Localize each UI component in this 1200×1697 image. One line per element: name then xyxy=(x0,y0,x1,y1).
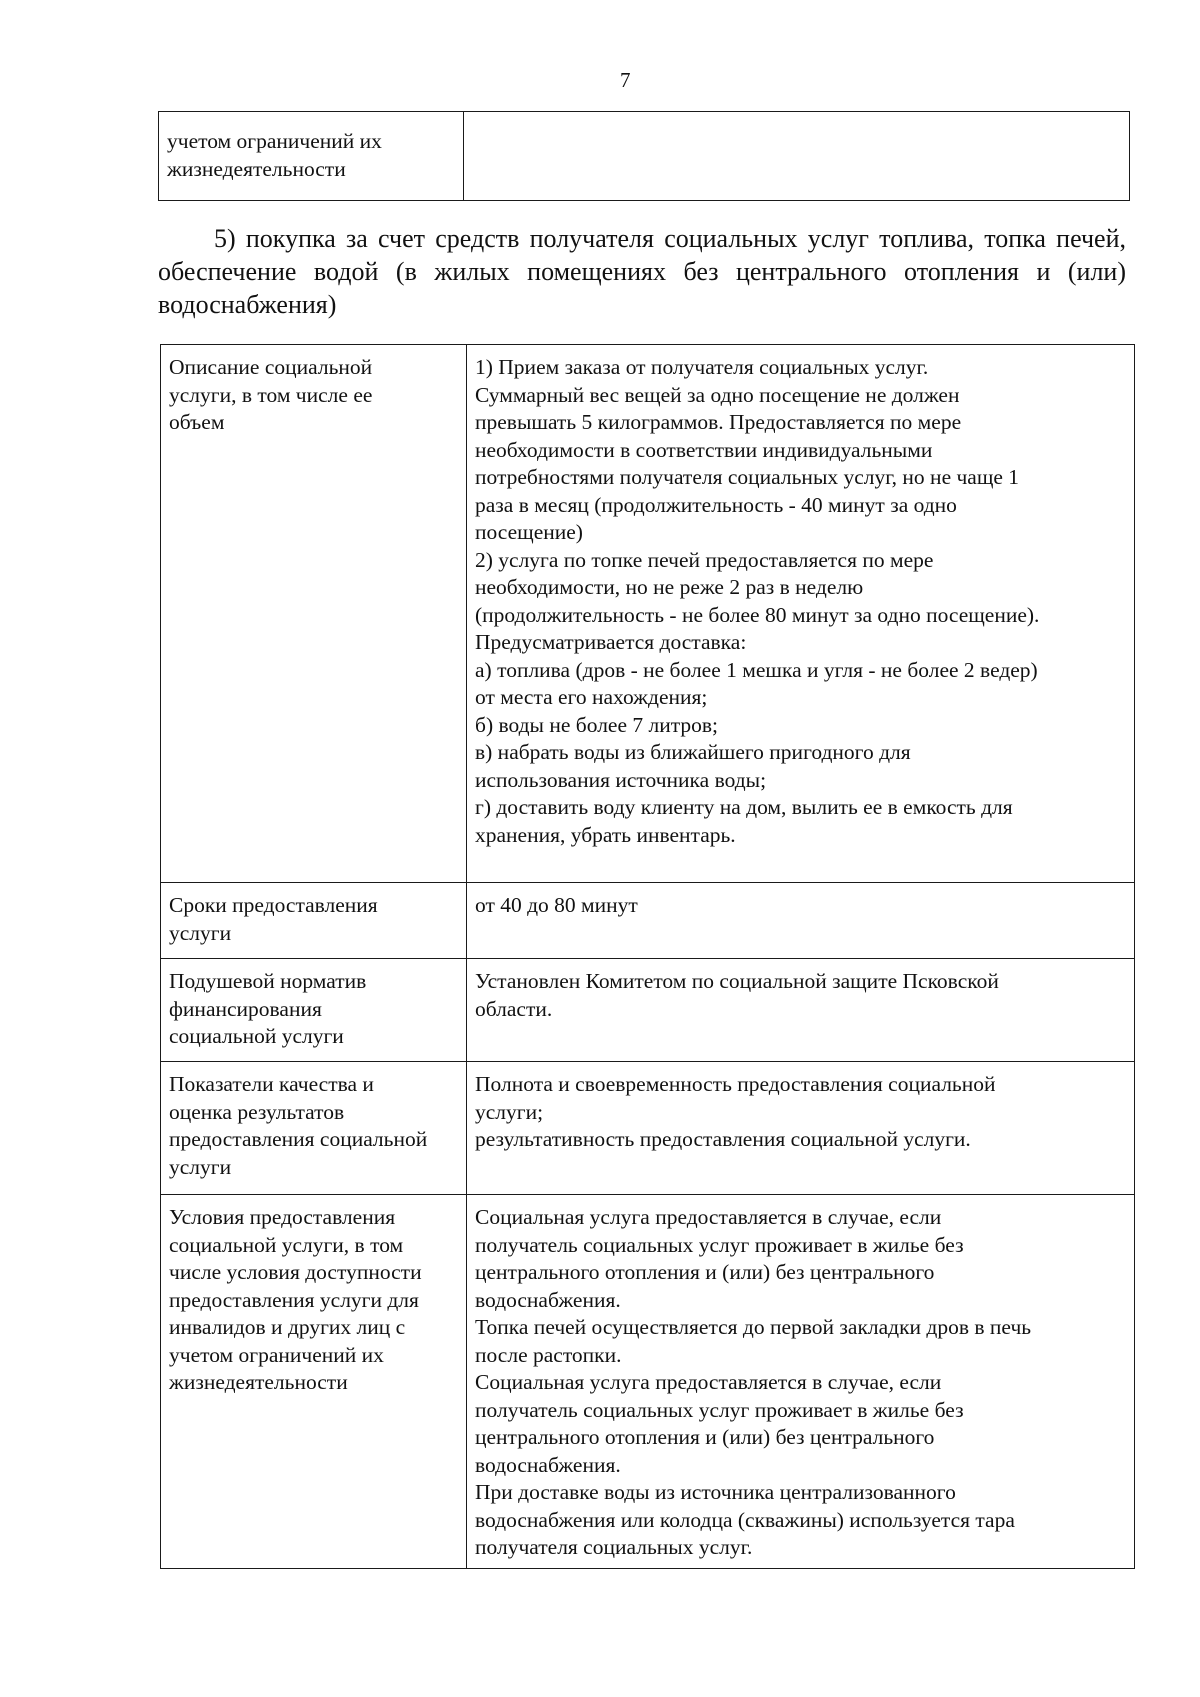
table-row xyxy=(161,883,1135,959)
page-number: 7 xyxy=(620,68,631,92)
continuation-table xyxy=(158,111,1130,201)
row-value-terms: от 40 до 80 минут xyxy=(467,883,1135,959)
row-value-conditions: Социальная услуга предоставляется в случае, если получатель социальных услуг проживает в жилье без центрального отопления и (или) без центрального водоснабжения. Топка печей осуществляется до первой закладки дров в печь после растопки. Социальная услуга предоставляется в случае, если получатель социальных услуг проживает в жилье без центрального отопления и (или) без центрального водоснабжения. При доставке воды из источника централизованного водоснабжения или колодца (скважины) используется тара получателя социальных услуг. xyxy=(467,1195,1135,1569)
row-value-description: 1) Прием заказа от получателя социальных услуг. Суммарный вес вещей за одно посещение не должен превышать 5 килограммов. Предоставляется по мере необходимости в соответствии индивидуальными потребностями получателя социальных услуг, но не чаще 1 раза в месяц (продолжительность - 40 минут за одно посещение) 2) услуга по топке печей предоставляется по мере необходимости, но не реже 2 раз в неделю (продолжительность - не более 80 минут за одно посещение). Предусматривается доставка: а) топлива (дров - не более 1 мешка и угля - не более 2 ведер) от места его нахождения; б) воды не более 7 литров; в) набрать воды из ближайшего пригодного для использования источника воды; г) доставить воду клиенту на дом, вылить ее в емкость для хранения, убрать инвентарь. xyxy=(467,345,1135,883)
row-label-conditions: Условия предоставления социальной услуги, в том числе условия доступности предоставления услуги для инвалидов и других лиц с учетом ограничений их жизнедеятельности xyxy=(161,1195,467,1569)
table-row xyxy=(159,112,1130,201)
continuation-value-cell xyxy=(464,112,1130,201)
row-value-financing: Установлен Комитетом по социальной защите Псковской области. xyxy=(467,959,1135,1062)
row-label-quality: Показатели качества и оценка результатов предоставления социальной услуги xyxy=(161,1062,467,1195)
continuation-label-cell: учетом ограничений их жизнедеятельности xyxy=(159,112,464,201)
table-row xyxy=(161,1062,1135,1195)
row-label-financing: Подушевой норматив финансирования социальной услуги xyxy=(161,959,467,1062)
service-table xyxy=(160,344,1135,1569)
row-label-terms: Сроки предоставления услуги xyxy=(161,883,467,959)
row-label-description: Описание социальной услуги, в том числе ее объем xyxy=(161,345,467,883)
table-row xyxy=(161,1195,1135,1569)
section-heading: 5) покупка за счет средств получателя социальных услуг топлива, топка печей, обеспечение водой (в жилых помещениях без центрального отопления и (или) водоснабжения) xyxy=(158,224,1126,319)
row-value-quality: Полнота и своевременность предоставления социальной услуги; результативность предоставления социальной услуги. xyxy=(467,1062,1135,1195)
table-row xyxy=(161,345,1135,883)
table-row xyxy=(161,959,1135,1062)
